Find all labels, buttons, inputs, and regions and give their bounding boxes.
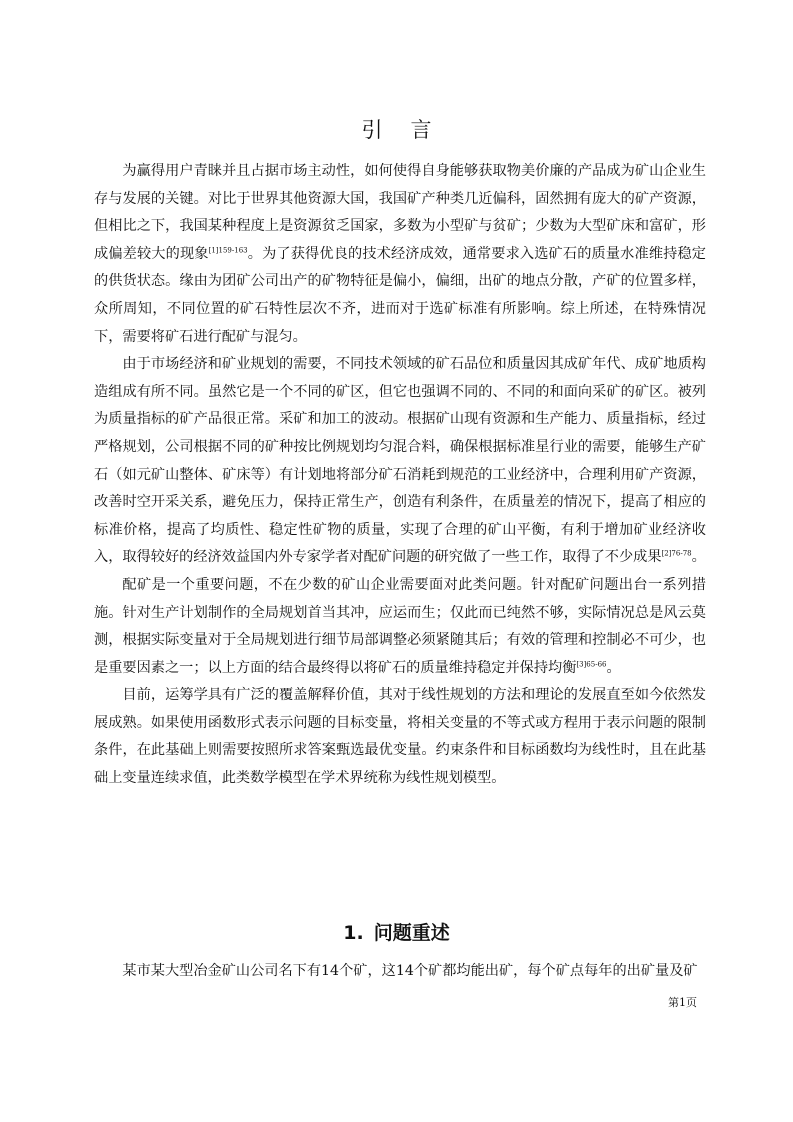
section-title: 问题重述: [373, 921, 450, 944]
intro-paragraph-4: [94, 682, 706, 792]
paragraph-text: 配矿是一个重要问题，不在少数的矿山企业需要面对此类问题。针对配矿问题出台一系列措施。针对生产计划制作的全局规划首当其冲，应运而生；仅此而已纯然不够，实际情况总是风云莫测，根据实际变量对于全局规划进行细节局部调整必须紧随其后；有效的管理和控制必不可少，也是重要因素之一；以上方面的结合最终得以将矿石的质量维持稳定并保持均衡: [94, 576, 706, 676]
section-number: 1.: [343, 921, 364, 944]
citation: [1]159-163: [208, 246, 248, 255]
intro-paragraph-3: [94, 572, 706, 682]
paragraph-text: 。: [691, 549, 706, 566]
intro-body: [94, 158, 706, 793]
section-heading: [0, 918, 793, 945]
citation: [2]76-78: [661, 549, 692, 558]
section-body: [94, 958, 706, 986]
paragraph-text: 目前，运筹学具有广泛的覆盖解释价值，其对于线性规划的方法和理论的发展直至如今依然发展成熟。如果使用函数形式表示问题的目标变量，将相关变量的不等式或方程用于表示问题的限制条件，在此基础上则需要按照所求答案甄选最优变量。约束条件和目标函数均为线性时，且在此基础上变量连续求值，此类数学模型在学术界统称为线性规划模型。: [94, 687, 706, 787]
citation: [3]65-66: [576, 659, 607, 668]
paragraph-text: 由于市场经济和矿业规划的需要，不同技术领域的矿石品位和质量因其成矿年代、成矿地质构造组成有所不同。虽然它是一个不同的矿区，但它也强调不同的、不同的和面向采矿的矿区。被列为质量指标的矿产品很正常。采矿和加工的波动。根据矿山现有资源和生产能力、质量指标，经过严格规划，公司根据不同的矿种按比例规划均匀混合料，确保根据标准星行业的需要，能够生产矿石（如元矿山整体、矿床等）有计划地将部分矿石消耗到规范的工业经济中，合理利用矿产资源，改善时空开采关系，避免压力，保持正常生产，创造有利条件，在质量差的情况下，提高了相应的标准价格，提高了均质性、稳定性矿物的质量，实现了合理的矿山平衡，有利于增加矿业经济收入，取得较好的经济效益国内外专家学者对配矿问题的研究做了一些工作，取得了不少成果: [94, 356, 706, 566]
paragraph-text: 。: [606, 659, 621, 676]
paragraph-text: 为赢得用户青睐并且占据市场主动性，如何使得自身能够获取物美价廉的产品成为矿山企业生存与发展的关键。对比于世界其他资源大国，我国矿产种类几近偏科，固然拥有庞大的矿产资源，但相比之下，我国某种程度上是资源贫乏国家，多数为小型矿与贫矿；少数为大型矿床和富矿，形成偏差较大的现象: [94, 163, 706, 262]
intro-paragraph-2: [94, 351, 706, 572]
section-paragraph-1: 某市某大型冶金矿山公司名下有14个矿，这14个矿都均能出矿，每个矿点每年的出矿量及矿: [122, 963, 698, 979]
page-number: 第1页: [668, 996, 697, 1009]
paragraph-text: 。为了获得优良的技术经济成效，通常要求入选矿石的质量水准维持稳定的供货状态。缘由为团矿公司出产的矿物特征是偏小，偏细，出矿的地点分散，产矿的位置多样，众所周知，不同位置的矿石特性层次不齐，进而对于选矿标准有所影响。综上所述，在特殊情况下，需要将矿石进行配矿与混匀。: [94, 245, 706, 345]
intro-paragraph-1: [94, 158, 706, 351]
intro-title: 引言: [361, 118, 460, 143]
